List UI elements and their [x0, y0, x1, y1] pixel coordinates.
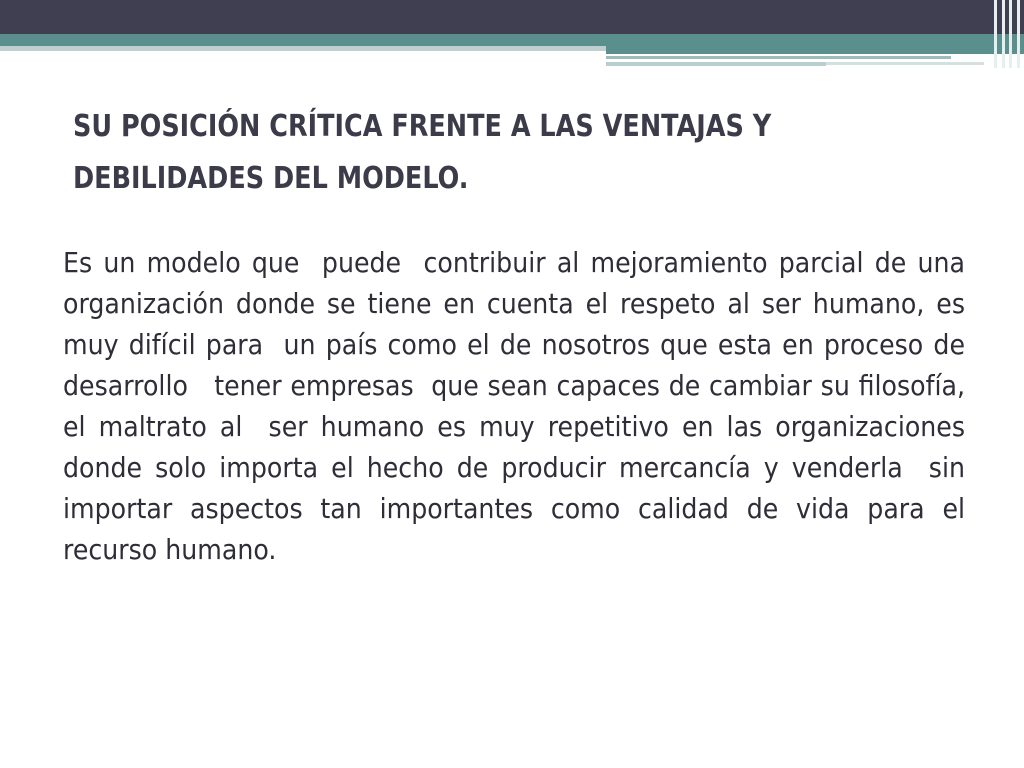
- header-accent-line: [606, 56, 951, 59]
- slide-body-text: Es un modelo que puede contribuir al mejoramiento parcial de una organización donde se tiene en cuenta el respeto al ser humano, es muy difícil para un país como el de nosotros que esta en proceso de desarrollo tener empresas que sean capaces de cambiar su filosofía, el maltrato al ser humano es muy repetitivo en las organizaciones donde solo importa el hecho de producir mercancía y venderla sin importar aspectos tan importantes como calidad de vida para el recurso humano.: [63, 246, 982, 566]
- stripe: [1002, 0, 1005, 68]
- stripe: [1017, 0, 1020, 68]
- stripe: [1009, 0, 1012, 68]
- header-teal-step: [606, 46, 1024, 54]
- header-accent-line: [606, 62, 826, 66]
- slide-title: SU POSICIÓN CRÍTICA FRENTE A LAS VENTAJAS Y DEBILIDADES DEL MODELO.: [73, 109, 772, 196]
- header-vertical-stripes: [994, 0, 1020, 68]
- header-accent-line: [826, 62, 984, 65]
- stripe: [994, 0, 997, 68]
- header-teal-band: [0, 34, 1024, 46]
- header-light-band: [0, 46, 606, 51]
- header-dark-band: [0, 0, 1024, 34]
